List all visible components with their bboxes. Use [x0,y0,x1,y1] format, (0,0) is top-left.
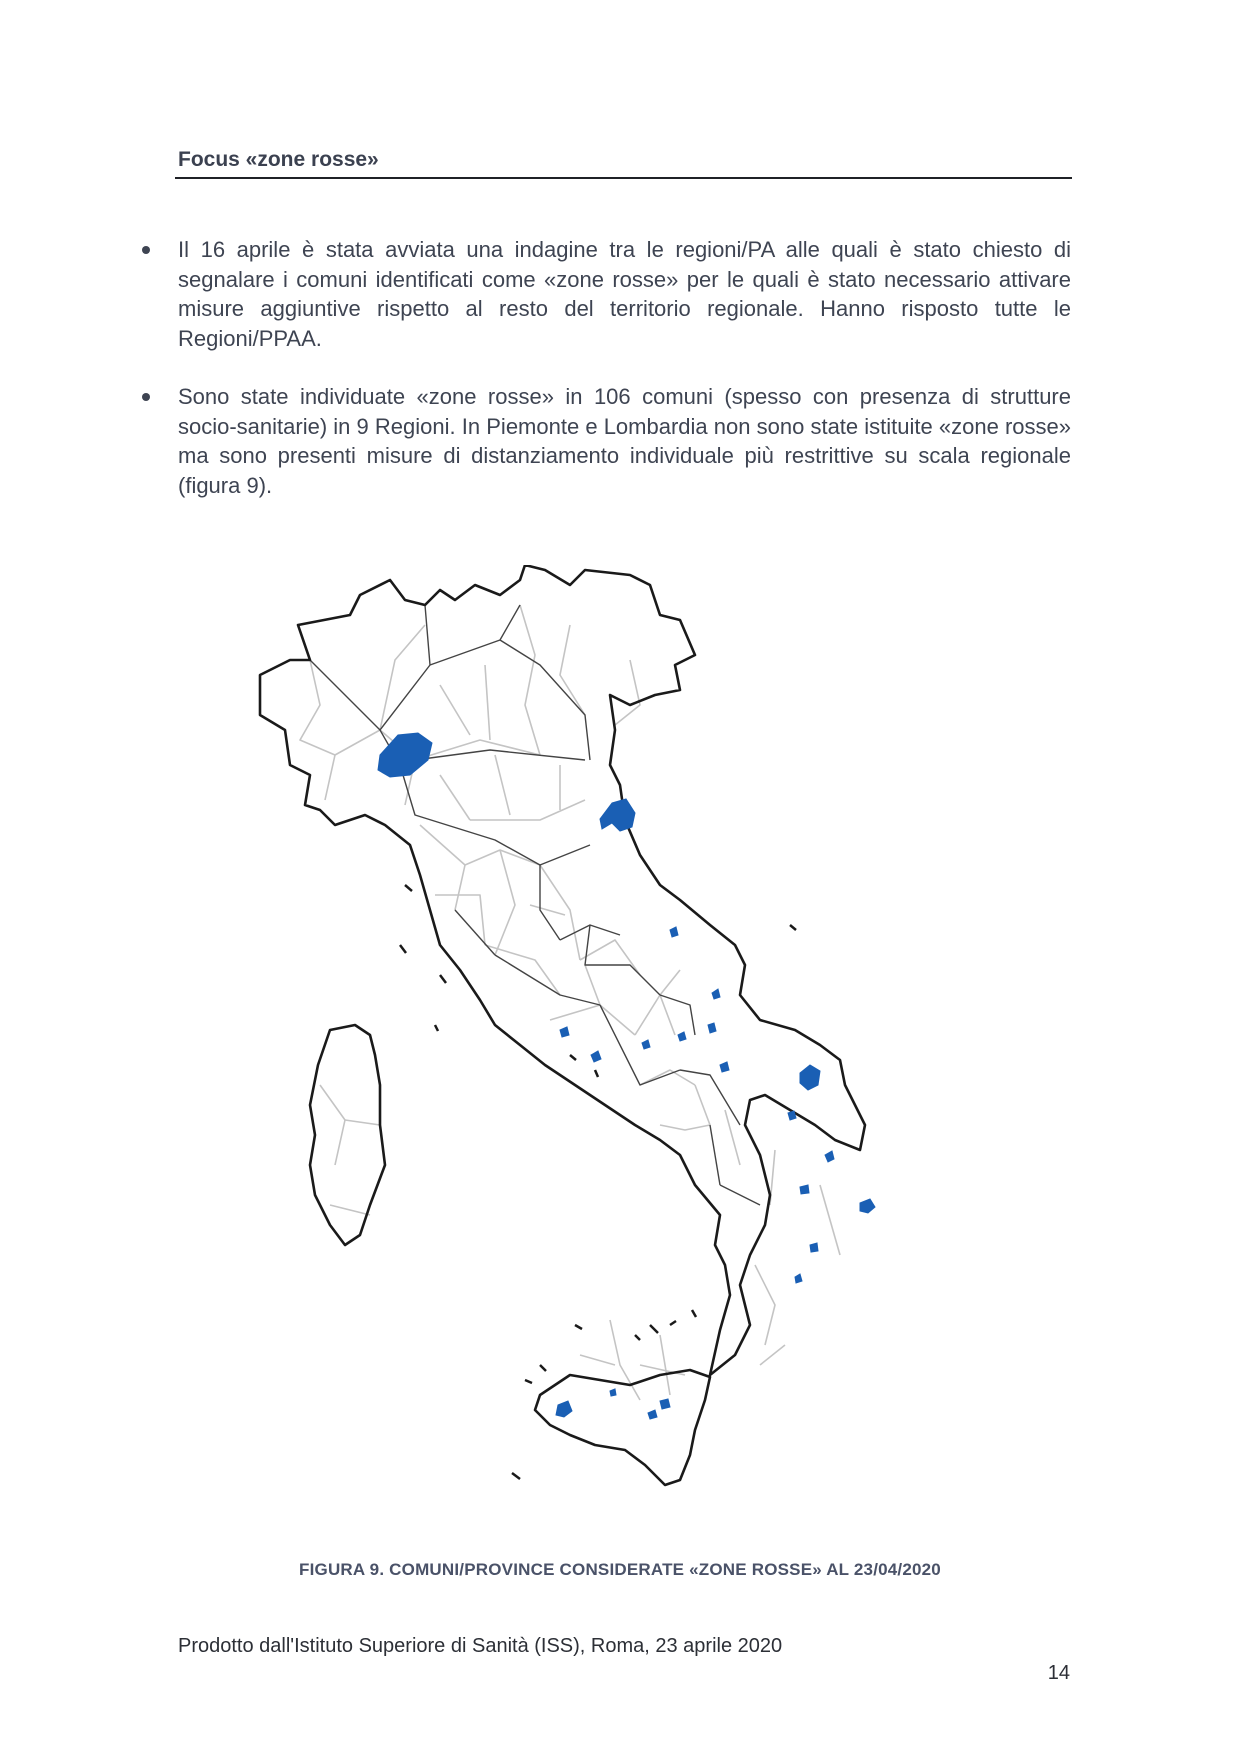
section-divider [175,177,1072,179]
italy-map-figure [240,565,980,1515]
bullet-icon [142,246,150,254]
section-title: Focus «zone rosse» [178,148,379,171]
page-number: 14 [1047,1662,1070,1684]
bullet-item [178,235,1071,353]
red-zone-marche [600,799,635,831]
region-boundaries [310,605,760,1205]
small-islands [400,885,796,1515]
sardinia-outline [310,1025,385,1245]
sicily-outline [535,1370,710,1485]
bullet-list [178,235,1071,529]
bullet-text: Il 16 aprile è stata avviata una indagine tra le regioni/PA alle quali è stato chiesto di segnalare i comuni identificati come «zone rosse» per le quali è stato necessario attivare misure aggiuntive rispetto al resto del territorio regionale. Hanno risposto tutte le Regioni/PPAA. [178,237,1071,351]
bullet-item [178,382,1071,500]
bullet-icon [142,393,150,401]
province-boundaries [300,605,840,1400]
footer-note: Prodotto dall'Istituto Superiore di Sanità (ISS), Roma, 23 aprile 2020 [178,1635,783,1657]
bullet-text: Sono state individuate «zone rosse» in 106 comuni (spesso con presenza di strutture socio-sanitarie) in 9 Regioni. In Piemonte e Lombardia non sono state istituite «zone rosse» ma sono presenti misure di distanziamento individuale più restrittive su scala regionale (figura 9). [178,384,1071,498]
italy-map [240,565,980,1515]
figure-caption: FIGURA 9. COMUNI/PROVINCE CONSIDERATE «ZONE ROSSE» AL 23/04/2020 [299,1560,941,1579]
mainland-outline [260,565,865,1375]
red-zone-areas [378,733,875,1419]
